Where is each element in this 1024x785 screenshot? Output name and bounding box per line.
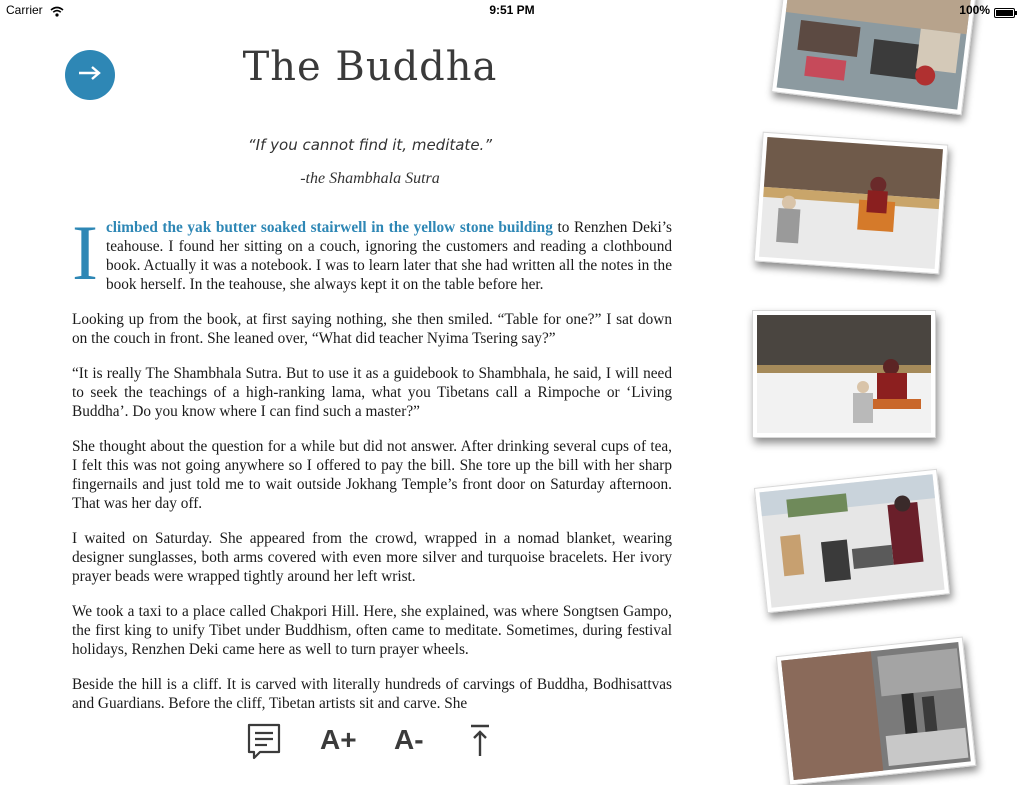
font-decrease-icon: A-: [394, 724, 424, 755]
paragraph-text: to Renzhen Deki’s teahouse. I found her sitting on a couch, ignoring the customers and reading a clothbound book. Actually it was a notebook. I was to learn later that she had written all the notes in the book herself. In the teahouse, she always kept it on the table before her.: [105, 219, 672, 293]
font-decrease-button[interactable]: [394, 724, 424, 756]
status-bar: [0, 0, 1024, 20]
paragraph: I waited on Saturday. She appeared from the crowd, wrapped in a nomad blanket, wearing designer sunglasses, both arms covered with even more silver and turquoise bracelets. Her ivory prayer beads were wrapped tightly around her left wrist.: [72, 530, 672, 585]
photo-thumbnail-3[interactable]: [752, 310, 936, 438]
notes-button[interactable]: [246, 722, 282, 758]
epigraph-quote: “If you cannot find it, meditate.”: [247, 136, 493, 154]
drop-cap: I: [72, 209, 98, 296]
article-body: [72, 209, 672, 729]
paragraph: We took a taxi to a place called Chakpori Hill. Here, she explained, was where Songtsen Gampo, the first king to unify Tibet under Buddhism, often came to meditate. Sometimes, during festival holidays, Renzhen Deki came here as well to turn prayer wheels.: [72, 603, 672, 658]
paragraph: She thought about the question for a while but did not answer. After drinking several cups of tea, I felt this was not going anywhere so I offered to pay the bill. She tore up the bill with her sharp fingernails and just told me to wait outside Jokhang Temple’s front door on Saturday afternoon. That was her day off.: [72, 438, 672, 512]
page-title: The Buddha: [242, 44, 498, 90]
battery-percentage: 100%: [959, 3, 990, 17]
paragraph: Beside the hill is a cliff. It is carved with literally hundreds of carvings of Buddha, Bodhisattvas and Guardians. Before the cliff, Tibetan artists sit and carve. She: [72, 676, 672, 712]
font-increase-icon: A+: [320, 724, 357, 755]
battery-icon: [994, 5, 1018, 15]
photo-thumbnail-2[interactable]: [754, 132, 949, 275]
paragraph: [72, 209, 672, 296]
status-time: 9:51 PM: [489, 3, 535, 17]
paragraph: Looking up from the book, at first saying nothing, she then smiled. “Table for one?” I sat down on the couch in front. She leaned over, “What did teacher Nyima Tsering say?”: [72, 311, 672, 347]
next-page-button[interactable]: [65, 50, 115, 100]
photo-thumbnail-4[interactable]: [754, 469, 950, 614]
paragraph: “It is really The Shambhala Sutra. But to use it as a guidebook to Shambhala, he said, I will need to seek the teachings of a high-ranking lama, what you Tibetans call a Rimpoche or ‘Living Buddha’. Do you know where I can find such a master?”: [72, 365, 672, 420]
scroll-to-top-icon: [470, 745, 490, 762]
lead-in-text: climbed the yak butter soaked stairwell in the yellow stone building: [105, 219, 553, 236]
scroll-to-top-button[interactable]: [470, 724, 490, 758]
epigraph-source: -the Shambhala Sutra: [300, 170, 440, 187]
carrier-label: Carrier: [6, 3, 43, 17]
notes-icon: [246, 747, 282, 764]
arrow-right-icon: [77, 65, 103, 86]
photo-thumbnail-5[interactable]: [776, 637, 977, 785]
font-increase-button[interactable]: [320, 724, 357, 756]
